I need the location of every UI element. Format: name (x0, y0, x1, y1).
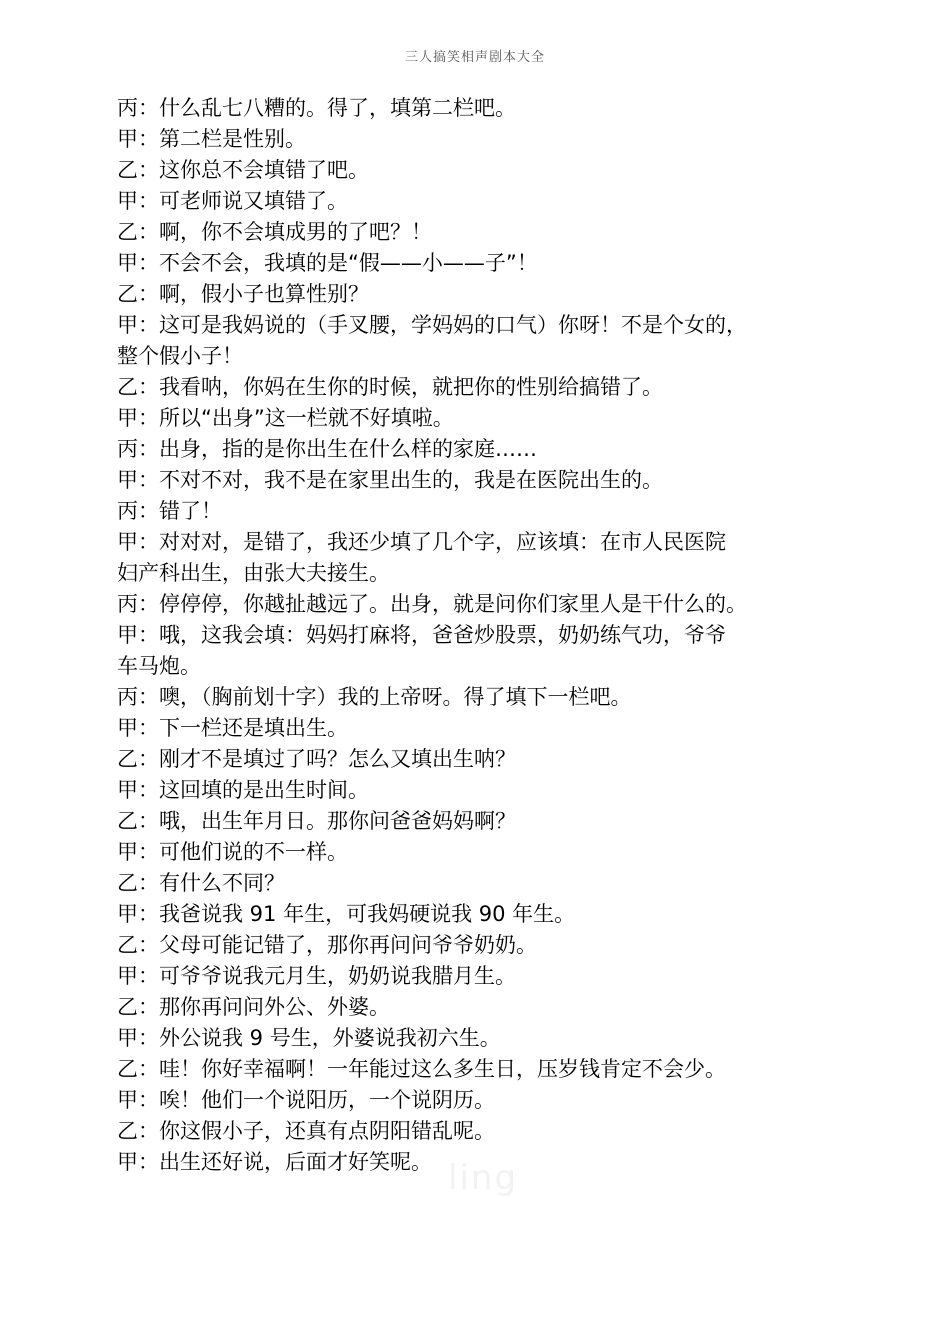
dialogue-line: 甲：唉！他们一个说阳历，一个说阴历。 (117, 1088, 495, 1112)
dialogue-line: 甲：可他们说的不一样。 (117, 840, 348, 864)
dialogue-line: 乙：你这假小子，还真有点阴阳错乱呢。 (117, 1119, 495, 1143)
dialogue-line: 甲：这回填的是出生时间。 (117, 778, 369, 802)
dialogue-line: 甲：下一栏还是填出生。 (117, 716, 348, 740)
dialogue-line: 整个假小子！ (117, 344, 243, 368)
dialogue-line: 乙：有什么不同？ (117, 871, 285, 895)
dialogue-line: 车马炮。 (117, 654, 201, 678)
dialogue-line: 乙：我看呐，你妈在生你的时候，就把你的性别给搞错了。 (117, 375, 663, 399)
dialogue-line: 乙：啊，你不会填成男的了吧？！ (117, 220, 432, 244)
dialogue-line: 甲：这可是我妈说的（手叉腰，学妈妈的口气）你呀！不是个女的， (117, 313, 747, 337)
dialogue-line: 甲：出生还好说，后面才好笑呢。 (117, 1150, 432, 1174)
dialogue-line: 甲：不对不对，我不是在家里出生的，我是在医院出生的。 (117, 468, 663, 492)
dialogue-line: 甲：可爷爷说我元月生，奶奶说我腊月生。 (117, 964, 516, 988)
script-body (117, 93, 837, 1178)
dialogue-line: 甲：对对对，是错了，我还少填了几个字，应该填：在市人民医院 (117, 530, 726, 554)
dialogue-line: 甲：可老师说又填错了。 (117, 189, 348, 213)
dialogue-line: 乙：哦，出生年月日。那你问爸爸妈妈啊？ (117, 809, 516, 833)
page-header: 三人搞笑相声剧本大全 (404, 50, 545, 65)
dialogue-line: 乙：哇！你好幸福啊！一年能过这么多生日，压岁钱肯定不会少。 (117, 1057, 726, 1081)
dialogue-line: 丙：错了！ (117, 499, 222, 523)
dialogue-line: 丙：出身，指的是你出生在什么样的家庭…… (117, 437, 537, 461)
dialogue-line: 甲：所以“出身”这一栏就不好填啦。 (117, 406, 454, 430)
dialogue-line: 妇产科出生，由张大夫接生。 (117, 561, 390, 585)
dialogue-line: 甲：第二栏是性别。 (117, 127, 306, 151)
watermark: ling (448, 1158, 519, 1198)
dialogue-line: 丙：什么乱七八糟的。得了，填第二栏吧。 (117, 96, 516, 120)
dialogue-line: 乙：那你再问问外公、外婆。 (117, 995, 390, 1019)
dialogue-line: 甲：不会不会，我填的是“假——小——子”！ (117, 251, 538, 275)
dialogue-line: 甲：哦，这我会填：妈妈打麻将，爸爸炒股票，奶奶练气功，爷爷 (117, 623, 726, 647)
dialogue-line: 乙：啊，假小子也算性别？ (117, 282, 369, 306)
dialogue-line: 乙：这你总不会填错了吧。 (117, 158, 369, 182)
dialogue-line: 丙：停停停，你越扯越远了。出身，就是问你们家里人是干什么的。 (117, 592, 747, 616)
dialogue-line: 乙：刚才不是填过了吗？怎么又填出生呐？ (117, 747, 516, 771)
dialogue-line: 乙：父母可能记错了，那你再问问爷爷奶奶。 (117, 933, 537, 957)
dialogue-line: 甲：我爸说我 91 年生，可我妈硬说我 90 年生。 (117, 902, 576, 926)
dialogue-line: 丙：噢，（胸前划十字）我的上帝呀。得了填下一栏吧。 (117, 685, 632, 709)
dialogue-line: 甲：外公说我 9 号生，外婆说我初六生。 (117, 1026, 501, 1050)
